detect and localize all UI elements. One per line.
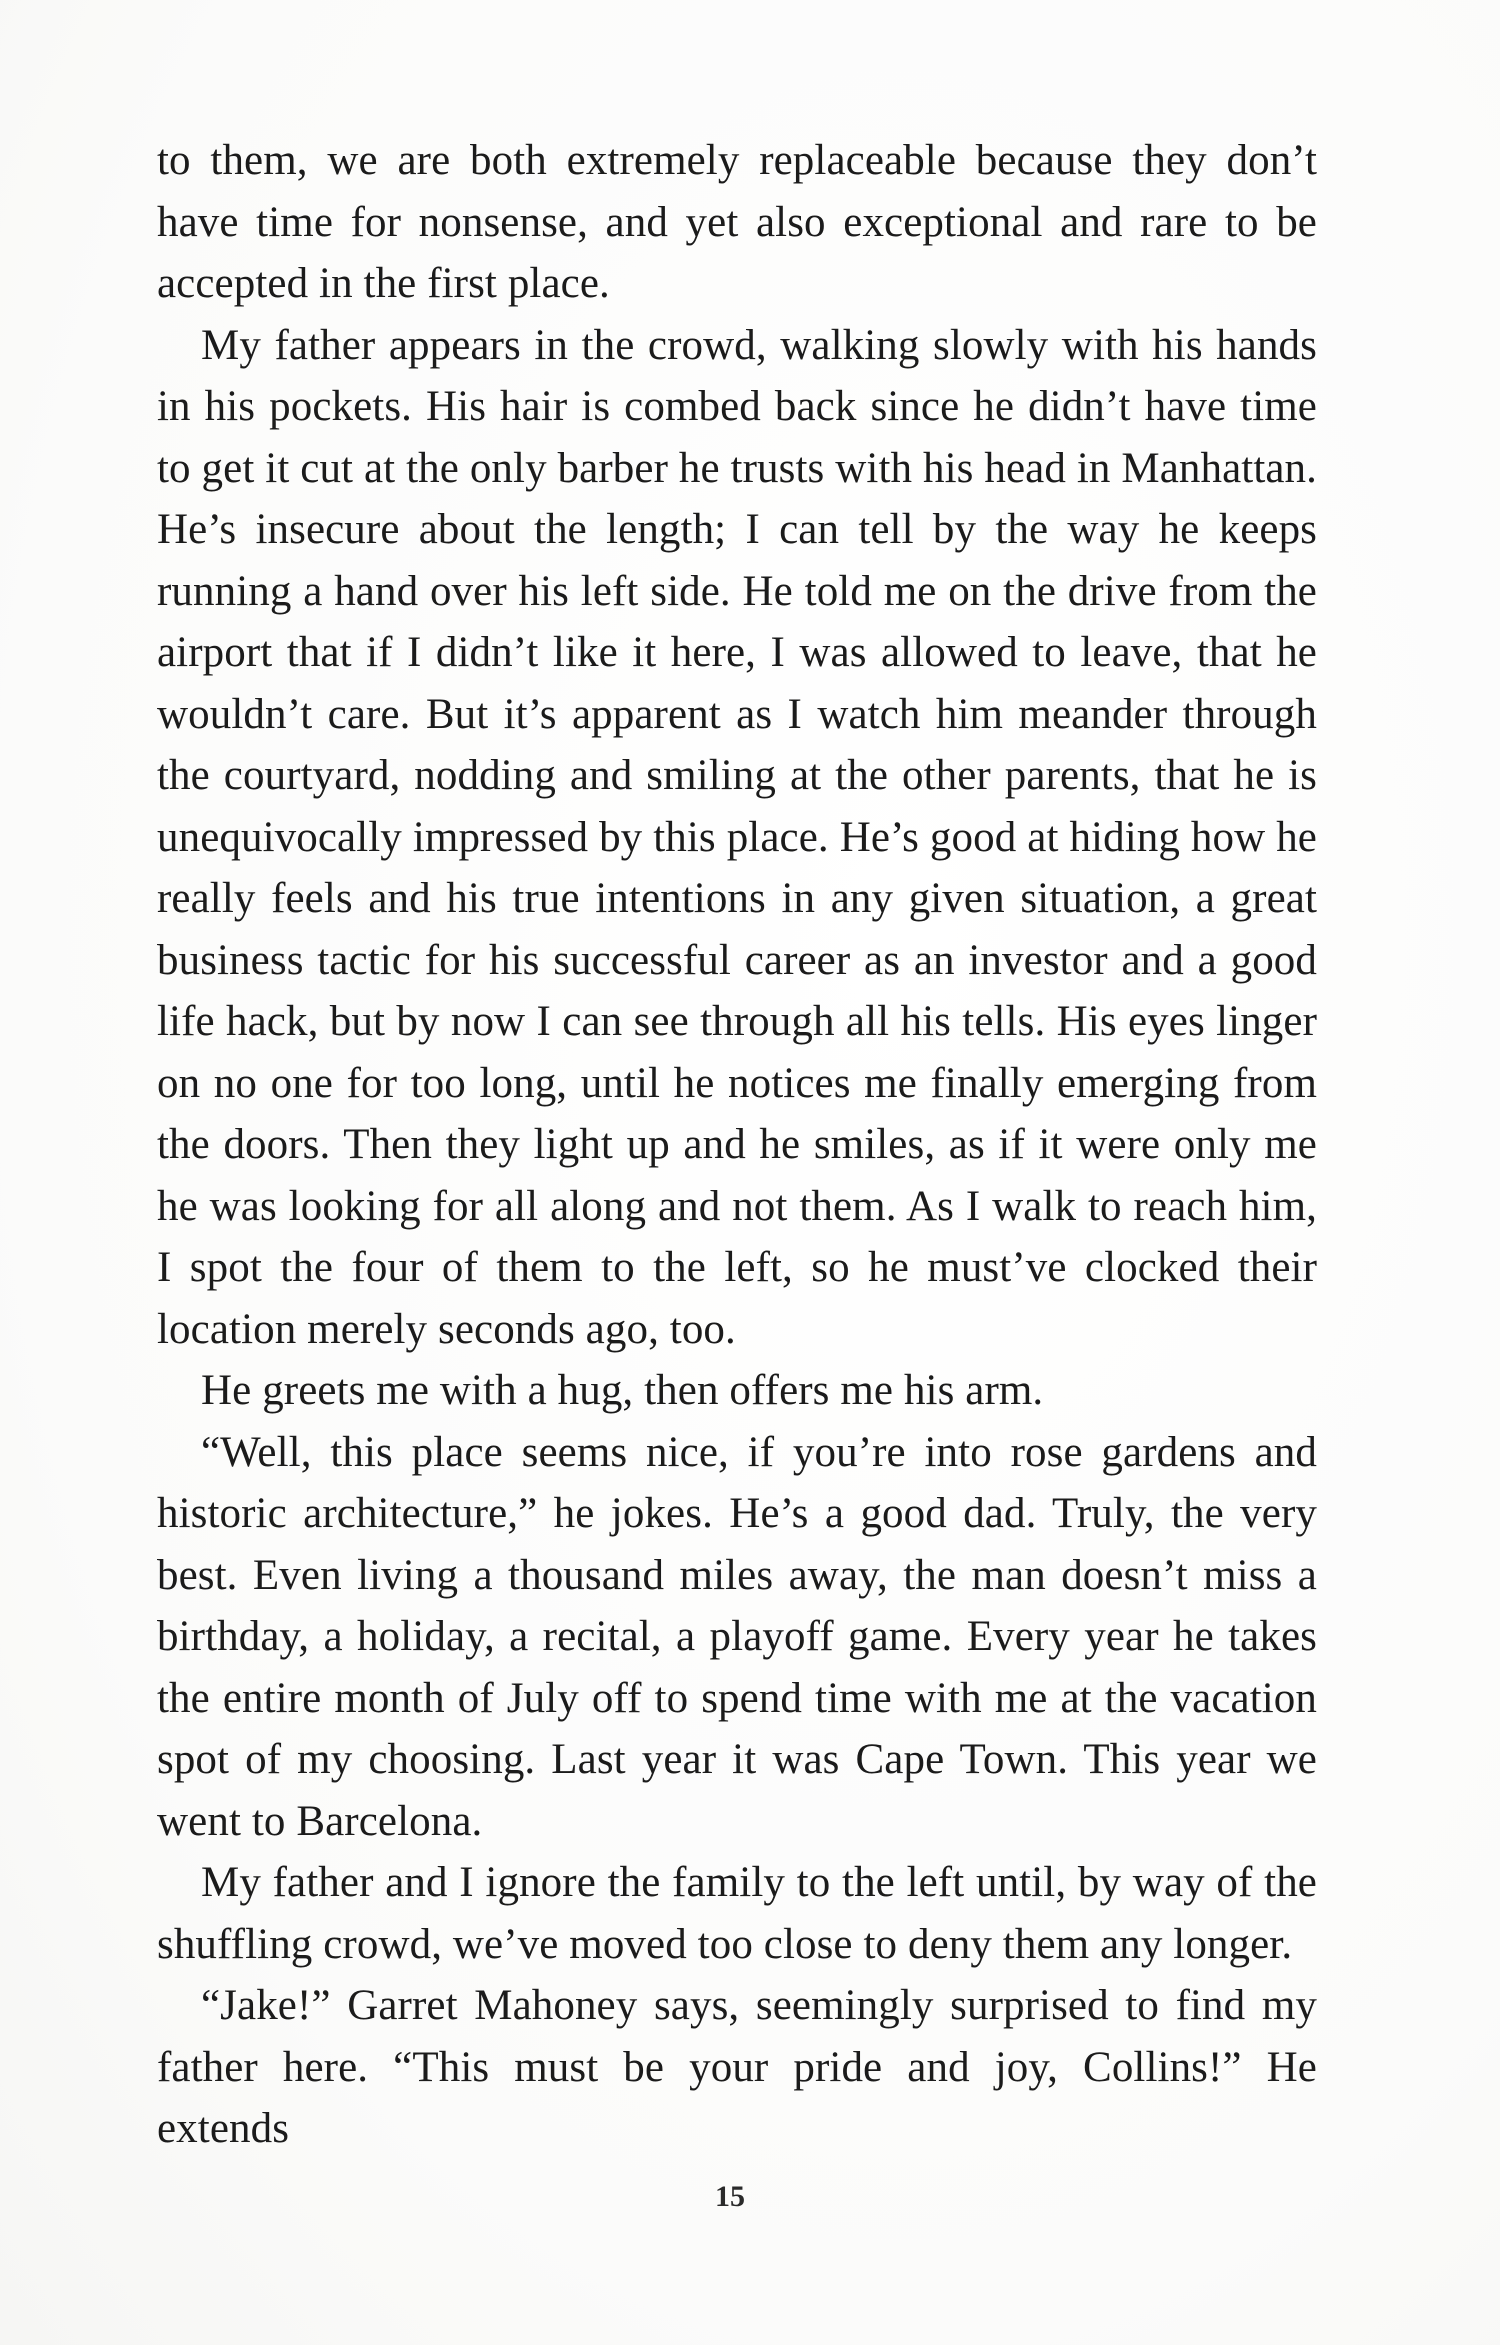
paragraph-5: My father and I ignore the family to the left until, by way of the shuffling crowd, we’ve moved too close to deny them any longer. xyxy=(157,1859,1317,1968)
body-text xyxy=(157,130,1317,2160)
paragraph-4: “Well, this place seems nice, if you’re into rose gardens and historic architecture,” he jokes. He’s a good dad. Truly, the very best. Even living a thousand miles away, the man doesn’t miss a birthday, a holiday, a recital, a playoff game. Every year he takes the entire month of July off to spend time with me at the vacation spot of my choosing. Last year it was Cape Town. This year we went to Barcelona. xyxy=(157,1428,1317,1845)
paragraph-6: “Jake!” Garret Mahoney says, seemingly surprised to find my father here. “This must be your pride and joy, Collins!” He extends xyxy=(157,1982,1317,2152)
page-number: 15 xyxy=(715,2180,745,2213)
paragraph-1: to them, we are both extremely replaceable because they don’t have time for nonsense, and yet also exceptional and rare to be accepted in the first place. xyxy=(157,137,1317,307)
paragraph-3: He greets me with a hug, then offers me his arm. xyxy=(201,1367,1044,1414)
paragraph-2: My father appears in the crowd, walking slowly with his hands in his pockets. His hair is combed back since he didn’t have time to get it cut at the only barber he trusts with his head in Manhattan. He’s insecure about the length; I can tell by the way he keeps running a hand over his left side. He told me on the drive from the airport that if I didn’t like it here, I was allowed to leave, that he wouldn’t care. But it’s apparent as I watch him meander through the courtyard, nodding and smiling at the other parents, that he is unequivocally impressed by this place. He’s good at hiding how he really feels and his true intentions in any given situation, a great business tactic for his successful career as an investor and a good life hack, but by now I can see through all his tells. His eyes linger on no one for too long, until he notices me finally emerging from the doors. Then they light up and he smiles, as if it were only me he was looking for all along and not them. As I walk to reach him, I spot the four of them to the left, so he must’ve clocked their location merely seconds ago, too. xyxy=(157,321,1317,1353)
